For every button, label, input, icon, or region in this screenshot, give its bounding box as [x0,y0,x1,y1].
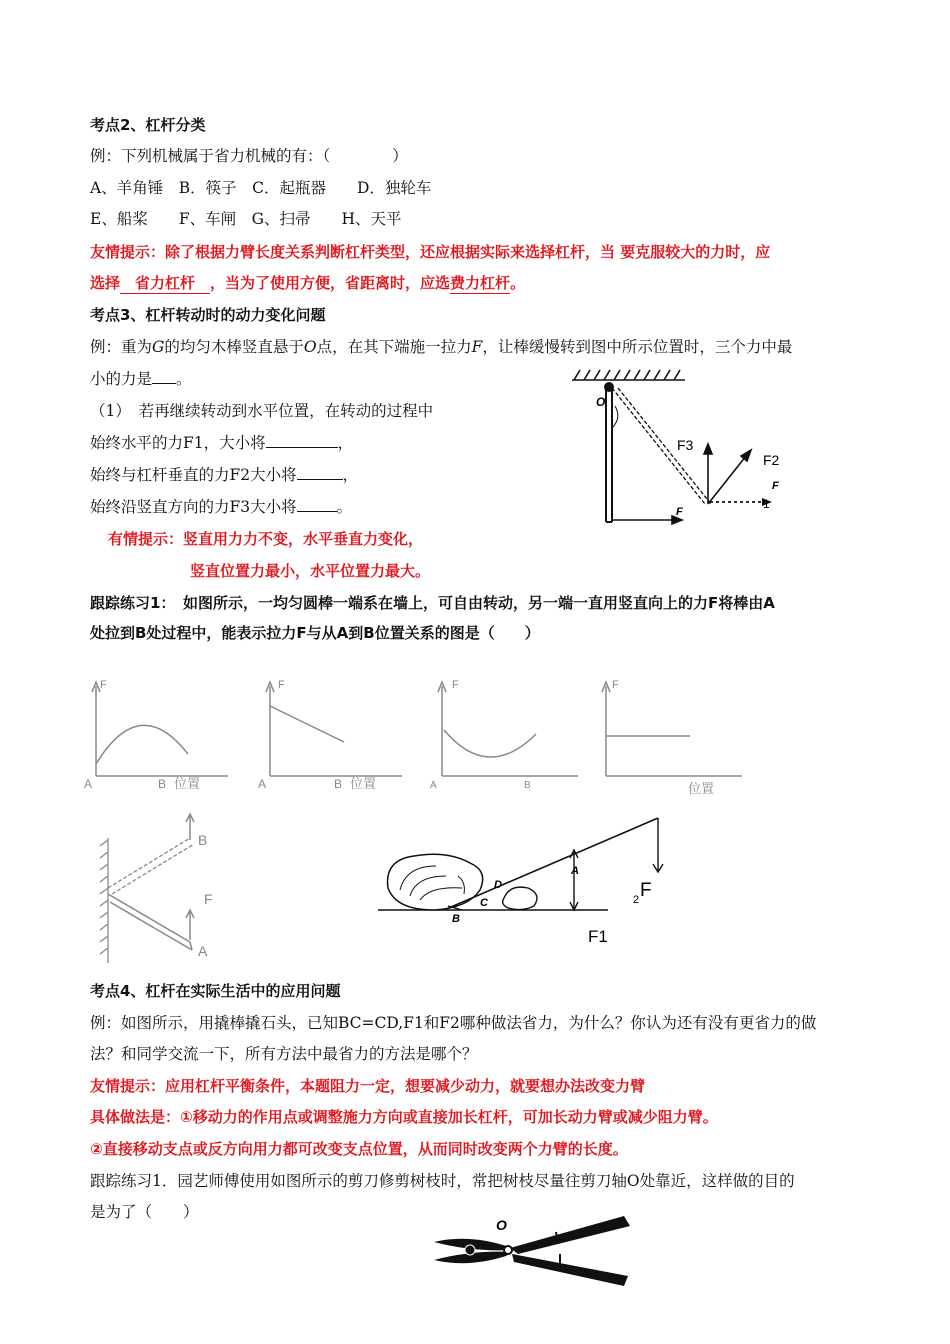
graph-d-ylabel: F [612,679,619,691]
upper-handle [510,1216,630,1254]
shears-label-o: O [496,1217,507,1233]
s2-tip-text-b: ，当为了使用方便，省距离时，应选 [210,274,451,292]
crowbar-label-c: C [480,897,488,909]
rod-force-figure [560,368,800,538]
crowbar-rock-figure [376,810,676,950]
wall-rod-figure [88,808,238,968]
s3-f1-end: ， [337,434,354,452]
s2-tip-line1: 友情提示：除了根据力臂长度关系判断杠杆类型，还应根据实际来选择杠杆，当 要克服较大的力时，应 [90,243,771,261]
rotated-rod [612,388,711,504]
s3-question-line1 [90,337,792,357]
s2-tip-text-a: 选择 [90,274,121,292]
s3-f2-blank [297,479,343,480]
s3-q-text: 点，在其下端施一拉力 [316,338,472,356]
s3-tip-line2: 竖直位置力最小，水平位置力最大。 [190,562,431,580]
wall-label-b: B [198,832,208,848]
s3-var-o: O [303,338,317,356]
s3-f3-blank [297,511,337,512]
s3-tip-line1: 有情提示：竖直用力力不变，水平垂直力变化， [108,530,424,548]
graph-c-label-b: B [524,780,531,791]
graph-d-xlabel: 位置 [688,781,715,796]
label-f2: F2 [763,452,780,468]
graph-a-ylabel: F [100,679,107,691]
s4-track-line2: 是为了（ ） [90,1203,199,1221]
s3-f3-end: 。 [336,498,353,516]
s3-f1-text: 始终水平的力F1，大小将 [90,434,266,452]
s3-f2-text: 始终与杠杆垂直的力F2大小将 [90,466,297,484]
s2-tip-text-c: 。 [510,274,526,292]
s2-answer-blank1: 省力杠杆 [120,274,211,292]
s3-q-text: 。 [176,370,192,388]
graph-d [592,672,752,800]
s3-var-f: F [471,338,483,356]
graph-b-ylabel: F [278,679,285,691]
s3-q-text: 的均匀木棒竖直悬于 [164,338,304,356]
label-o: O [596,395,606,409]
s3-var-g: G [152,338,165,356]
s2-answer-blank2: 费力杠杆 [450,274,511,292]
label-f-right: F [772,480,779,492]
s4-tip-line3: ②直接移动支点或反方向用力都可改变支点位置，从而同时改变两个力臂的长度。 [90,1140,628,1158]
track1-line2: 处拉到B处过程中，能表示拉力F与从A到B位置关系的图是（ ） [90,624,540,642]
s3-sub-question: （1） 若再继续转动到水平位置，在转动的过程中 [90,402,434,420]
label-one: 1 [763,497,770,511]
pivot-o [504,1246,512,1254]
graph-a-label-b: B [158,777,167,791]
wall-label-a: A [198,943,208,959]
s3-f3-text: 始终沿竖直方向的力F3大小将 [90,498,297,516]
crowbar-label-f1: F1 [588,927,608,946]
section4-heading: 考点4、杠杆在实际生活中的应用问题 [90,982,341,1000]
s2-question: 例：下列机械属于省力机械的有：（ ） [90,147,408,165]
s4-track-line1: 跟踪练习1．园艺师傅使用如图所示的剪刀修剪树枝时，常把树枝尽量往剪刀轴O处靠近，这样做的目的 [90,1172,795,1190]
graph-c-label-a: A [430,780,437,791]
graph-b-label-b: B [334,777,343,791]
crowbar-label-f2: F [640,880,652,901]
s3-f3-line [90,497,352,517]
crowbar-label-b: B [452,913,460,925]
s3-f1-line [90,433,353,453]
s4-tip-line2: 具体做法是：①移动力的作用点或调整施力方向或直接加长杠杆，可加长动力臂或减少阻力臂。 [90,1108,718,1126]
crowbar [444,818,658,910]
graph-a-label-a: A [84,777,93,791]
label-f3: F3 [677,437,694,453]
s3-q-text: 例：重为 [90,338,153,356]
graph-a-xlabel: 位置 [174,776,201,791]
lower-handle [512,1254,628,1286]
graph-a [78,672,238,794]
s4-question-line1: 例：如图所示，用撬棒撬石头，已知BC=CD,F1和F2哪种做法省力，为什么？你认为还有没有更省力的做 [90,1014,817,1032]
ceiling-hatch [572,370,685,380]
s4-question-line2: 法？和同学交流一下，所有方法中最省力的方法是哪个？ [90,1045,478,1063]
f3-arrow [704,444,712,504]
s3-f2-end: ， [342,466,359,484]
label-f-bottom: F [676,506,683,518]
s3-answer-blank [152,383,176,384]
graph-b [252,672,412,794]
s3-question-line2 [90,369,192,389]
crowbar-label-a: A [571,865,579,877]
track1-line1: 跟踪练习1： 如图所示，一均匀圆棒一端系在墙上，可自由转动，另一端一直用竖直向上的力F将棒由A [90,594,775,612]
s2-options-row1: A、羊角锤 B．筷子 C．起瓶器 D．独轮车 [90,179,432,197]
s4-tip-line1: 友情提示：应用杠杆平衡条件，本题阻力一定，想要减少动力，就要想办法改变力臂 [90,1077,646,1095]
section2-heading: 考点2、杠杆分类 [90,116,206,134]
graph-b-label-a: A [258,777,267,791]
graph-b-xlabel: 位置 [350,776,377,791]
s2-options-row2: E、船桨 F、车闸 G、扫帚 H、天平 [90,210,402,228]
bottom-force-arrow [612,516,682,524]
graph-c [428,672,588,794]
f2-arrow [708,450,751,504]
s3-f1-blank [266,447,338,448]
s3-f2-line [90,465,358,485]
graph-c-ylabel: F [452,679,459,691]
crowbar-label-f2-sub: 2 [633,894,640,906]
rock [388,854,483,910]
fulcrum-stone [503,887,537,909]
s3-q-text: 小的力是 [90,370,153,388]
pruning-shears-figure [428,1212,648,1292]
section3-heading: 考点3、杠杆转动时的动力变化问题 [90,306,326,324]
s3-q-text: ，让棒缓慢转到图中所示位置时，三个力中最 [482,338,793,356]
s2-tip-line2 [90,273,525,294]
wall-label-f: F [204,891,213,907]
crowbar-label-d: D [494,879,502,891]
vertical-rod [606,388,612,522]
